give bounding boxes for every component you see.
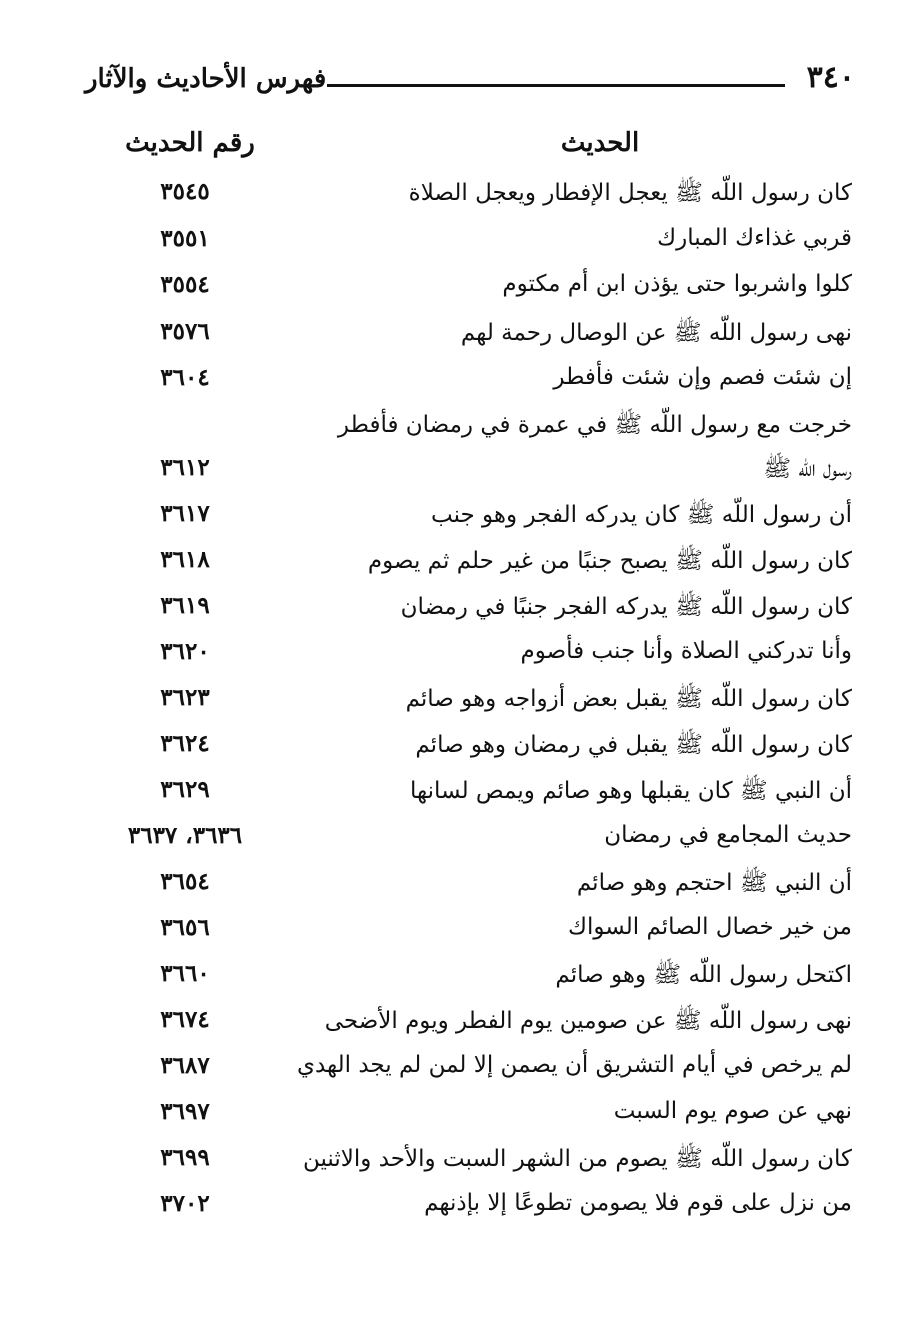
hadith-number: ٣٥٧٦ bbox=[160, 318, 210, 345]
hadith-text: كان رسول اللّه ﷺ يقبل بعض أزواجه وهو صائم bbox=[405, 686, 852, 712]
hadith-text: كان رسول اللّه ﷺ يقبل في رمضان وهو صائم bbox=[415, 732, 852, 758]
index-row bbox=[100, 500, 852, 544]
hadith-number: ٣٦٣٦، ٣٦٣٧ bbox=[127, 822, 243, 849]
hadith-number: ٣٧٠٢ bbox=[160, 1190, 210, 1217]
index-row bbox=[100, 454, 852, 498]
hadith-text: رسول اللّه ﷺ bbox=[763, 456, 852, 482]
hadith-number: ٣٦٥٦ bbox=[160, 914, 210, 941]
index-row bbox=[100, 1098, 852, 1142]
hadith-text: حديث المجامع في رمضان bbox=[604, 822, 852, 848]
hadith-number: ٣٦٠٤ bbox=[160, 364, 210, 391]
index-row bbox=[100, 1052, 852, 1096]
hadith-text: من نزل على قوم فلا يصومن تطوعًا إلا بإذنهم bbox=[424, 1190, 852, 1216]
hadith-text: وأنا تدركني الصلاة وأنا جنب فأصوم bbox=[520, 638, 852, 664]
hadith-number: ٣٦٦٠ bbox=[160, 960, 210, 987]
index-row bbox=[100, 592, 852, 636]
page-number: ٣٤٠ bbox=[806, 60, 855, 95]
hadith-number: ٣٦١٨ bbox=[160, 546, 210, 573]
index-row bbox=[100, 410, 852, 454]
hadith-text: كان رسول اللّه ﷺ يصوم من الشهر السبت والأحد والاثنين bbox=[302, 1146, 852, 1172]
hadith-number: ٣٦٥٤ bbox=[160, 868, 210, 895]
hadith-number: ٣٦١٢ bbox=[160, 454, 210, 481]
hadith-number: ٣٦٩٩ bbox=[160, 1144, 210, 1171]
index-row bbox=[100, 318, 852, 362]
index-row bbox=[100, 868, 852, 912]
hadith-text: لم يرخص في أيام التشريق أن يصمن إلا لمن لم يجد الهدي bbox=[296, 1052, 852, 1078]
hadith-number: ٣٦١٩ bbox=[160, 592, 210, 619]
hadith-text: نهى رسول اللّه ﷺ عن صومين يوم الفطر ويوم الأضحى bbox=[324, 1008, 852, 1034]
index-row bbox=[100, 638, 852, 682]
index-row bbox=[100, 822, 852, 866]
index-row bbox=[100, 1006, 852, 1050]
column-header-number: رقم الحديث bbox=[125, 128, 255, 158]
hadith-text: كان رسول اللّه ﷺ يعجل الإفطار ويعجل الصلاة bbox=[408, 180, 852, 206]
hadith-number: ٣٥٥٤ bbox=[160, 271, 210, 298]
index-row bbox=[100, 546, 852, 590]
hadith-text: من خير خصال الصائم السواك bbox=[567, 914, 852, 940]
index-row bbox=[100, 364, 852, 408]
hadith-number: ٣٦٢٩ bbox=[160, 776, 210, 803]
index-row bbox=[100, 1144, 852, 1188]
hadith-number: ٣٦٩٧ bbox=[160, 1098, 210, 1125]
index-row bbox=[100, 960, 852, 1004]
hadith-number: ٣٦١٧ bbox=[160, 500, 210, 527]
hadith-number: ٣٥٤٥ bbox=[160, 178, 210, 205]
index-row bbox=[100, 730, 852, 774]
header-rule bbox=[327, 84, 785, 87]
hadith-number: ٣٦٢٤ bbox=[160, 730, 210, 757]
index-row bbox=[100, 776, 852, 820]
page-header bbox=[85, 60, 855, 104]
hadith-text: نهي عن صوم يوم السبت bbox=[613, 1098, 852, 1124]
hadith-text: أن النبي ﷺ كان يقبلها وهو صائم ويمص لسانها bbox=[410, 778, 852, 804]
hadith-text: كان رسول اللّه ﷺ يصبح جنبًا من غير حلم ثم يصوم bbox=[367, 548, 852, 574]
index-row bbox=[100, 271, 852, 315]
hadith-number: ٣٦٧٤ bbox=[160, 1006, 210, 1033]
hadith-text: قربي غذاءك المبارك bbox=[657, 225, 852, 251]
hadith-text: إن شئت فصم وإن شئت فأفطر bbox=[553, 364, 852, 390]
hadith-text: اكتحل رسول اللّه ﷺ وهو صائم bbox=[555, 962, 852, 988]
index-row bbox=[100, 178, 852, 222]
hadith-number: ٣٦٢٠ bbox=[160, 638, 210, 665]
hadith-number: ٣٦٨٧ bbox=[160, 1052, 210, 1079]
index-row bbox=[100, 914, 852, 958]
hadith-text: أن النبي ﷺ احتجم وهو صائم bbox=[576, 870, 852, 896]
hadith-number: ٣٥٥١ bbox=[160, 225, 210, 252]
index-row bbox=[100, 1190, 852, 1234]
column-header-hadith: الحديث bbox=[560, 128, 640, 158]
hadith-text: نهى رسول اللّه ﷺ عن الوصال رحمة لهم bbox=[460, 320, 852, 346]
hadith-text: كان رسول اللّه ﷺ يدركه الفجر جنبًا في رمضان bbox=[400, 594, 852, 620]
hadith-text: أن رسول اللّه ﷺ كان يدركه الفجر وهو جنب bbox=[430, 502, 852, 528]
hadith-number: ٣٦٢٣ bbox=[160, 684, 210, 711]
index-row bbox=[100, 225, 852, 269]
running-title: فهرس الأحاديث والآثار bbox=[85, 64, 327, 94]
hadith-text: كلوا واشربوا حتى يؤذن ابن أم مكتوم bbox=[502, 271, 852, 297]
index-row bbox=[100, 684, 852, 728]
hadith-text: خرجت مع رسول اللّه ﷺ في عمرة في رمضان فأفطر bbox=[337, 412, 852, 438]
